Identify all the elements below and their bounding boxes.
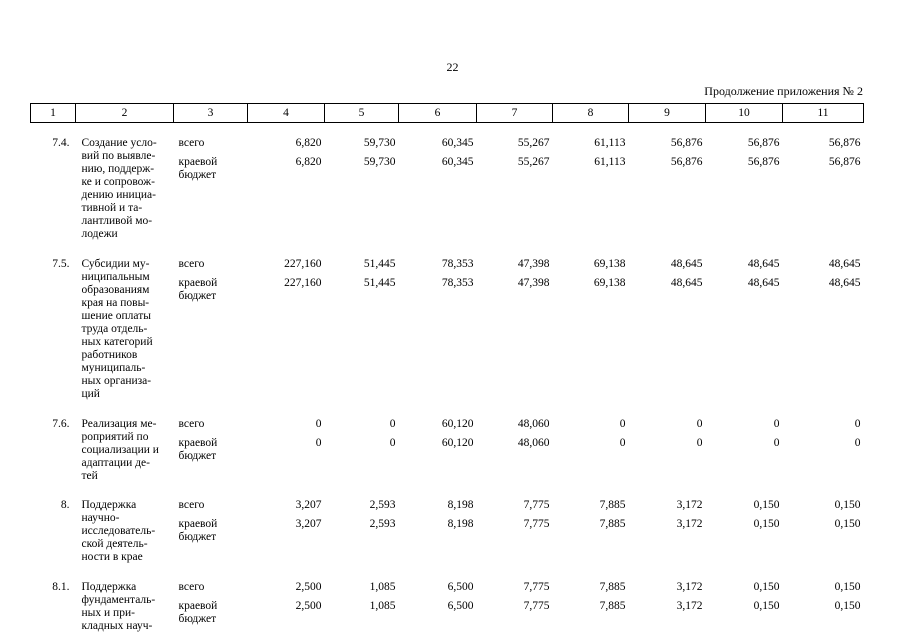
value-cell	[248, 249, 325, 409]
funding-type	[174, 123, 248, 250]
value-total: 0	[696, 418, 703, 430]
row-name-line: нию, поддерж-	[81, 163, 155, 175]
value-budget: 2,500	[295, 600, 322, 612]
value-cell	[629, 249, 706, 409]
value-budget: 56,876	[828, 156, 861, 168]
value-budget: 227,160	[284, 277, 322, 289]
value-total: 0,150	[753, 499, 780, 511]
value-total: 7,885	[599, 581, 626, 593]
value-budget: 69,138	[593, 277, 626, 289]
value-budget: 0,150	[753, 600, 780, 612]
column-header: 8	[553, 104, 629, 123]
value-total: 0	[773, 418, 780, 430]
value-cell	[783, 409, 864, 491]
value-total: 60,345	[441, 137, 474, 149]
value-total: 7,775	[523, 499, 550, 511]
table-row	[31, 491, 864, 572]
page-number: 22	[446, 60, 459, 74]
funding-total-label: всего	[178, 499, 205, 511]
value-budget: 56,876	[747, 156, 780, 168]
row-name	[76, 409, 174, 491]
value-cell	[553, 249, 629, 409]
value-total: 56,876	[670, 137, 703, 149]
row-name-line: образованиям	[81, 284, 150, 296]
value-budget: 8,198	[447, 518, 474, 530]
row-name-line: Реализация ме-	[81, 418, 157, 430]
value-cell	[399, 491, 477, 572]
value-budget: 7,775	[523, 600, 550, 612]
value-total: 3,172	[676, 499, 703, 511]
row-name-line: тивной и та-	[81, 202, 143, 214]
row-name-line: ности в крае	[81, 551, 143, 563]
value-cell	[248, 491, 325, 572]
value-budget: 3,207	[295, 518, 322, 530]
value-total: 60,120	[441, 418, 474, 430]
value-cell	[629, 572, 706, 633]
table-row	[31, 572, 864, 633]
funding-budget-label: бюджет	[178, 613, 217, 625]
row-name-line: ных категорий	[81, 336, 153, 348]
value-total: 0	[315, 418, 322, 430]
row-name-line: работников	[81, 349, 138, 361]
row-name-line: Поддержка	[81, 581, 137, 593]
column-header: 10	[706, 104, 783, 123]
value-cell	[783, 491, 864, 572]
value-cell	[629, 123, 706, 250]
row-code	[31, 491, 76, 572]
value-total: 1,085	[369, 581, 396, 593]
value-cell	[553, 409, 629, 491]
table-row	[31, 409, 864, 491]
funding-budget-label: бюджет	[178, 169, 217, 181]
value-total: 3,172	[676, 581, 703, 593]
row-name-line: исследователь-	[81, 525, 156, 537]
value-cell	[783, 572, 864, 633]
appendix-note: Продолжение приложения № 2	[704, 84, 863, 98]
row-code	[31, 572, 76, 633]
value-total: 48,645	[670, 258, 703, 270]
table-row	[31, 249, 864, 409]
row-name-line: лантливой мо-	[81, 215, 153, 227]
row-code	[31, 123, 76, 250]
value-total: 59,730	[363, 137, 396, 149]
value-total: 48,645	[828, 258, 861, 270]
value-budget: 48,645	[670, 277, 703, 289]
value-total: 69,138	[593, 258, 626, 270]
value-budget: 51,445	[363, 277, 396, 289]
column-header: 3	[174, 104, 248, 123]
row-name-line: края на повы-	[81, 297, 150, 309]
row-code	[31, 409, 76, 491]
value-budget: 7,885	[599, 518, 626, 530]
value-budget: 0	[315, 437, 322, 449]
value-cell	[553, 572, 629, 633]
value-budget: 6,500	[447, 600, 474, 612]
row-name-line: фундаменталь-	[81, 594, 156, 606]
value-budget: 47,398	[517, 277, 550, 289]
value-cell	[553, 123, 629, 250]
value-total: 0,150	[753, 581, 780, 593]
value-cell	[706, 123, 783, 250]
column-header: 7	[477, 104, 553, 123]
column-header: 9	[629, 104, 706, 123]
row-name-line: дению инициа-	[81, 189, 156, 201]
row-code-text: 7.6.	[52, 418, 70, 430]
funding-type	[174, 572, 248, 633]
value-cell	[706, 572, 783, 633]
value-budget: 48,645	[828, 277, 861, 289]
value-budget: 0	[619, 437, 626, 449]
value-budget: 0	[389, 437, 396, 449]
value-total: 0	[854, 418, 861, 430]
value-total: 48,645	[747, 258, 780, 270]
value-cell	[706, 409, 783, 491]
table-body	[31, 123, 864, 634]
value-cell	[325, 491, 399, 572]
row-name	[76, 249, 174, 409]
value-total: 6,500	[447, 581, 474, 593]
value-total: 61,113	[594, 137, 626, 149]
row-name-line: адаптации де-	[81, 457, 150, 469]
value-budget: 78,353	[441, 277, 474, 289]
value-cell	[706, 491, 783, 572]
value-cell	[399, 249, 477, 409]
value-budget: 0,150	[753, 518, 780, 530]
row-name-line: лодежи	[81, 228, 118, 240]
row-name	[76, 572, 174, 633]
value-cell	[629, 491, 706, 572]
row-name-line: тей	[81, 470, 98, 482]
value-budget: 7,775	[523, 518, 550, 530]
row-name-line: Поддержка	[81, 499, 137, 511]
budget-table	[30, 103, 864, 633]
value-budget: 61,113	[594, 156, 626, 168]
column-header: 4	[248, 104, 325, 123]
funding-budget-label: краевой	[178, 518, 218, 530]
value-cell	[399, 572, 477, 633]
row-name-line: труда отдель-	[81, 323, 148, 335]
value-budget: 48,060	[517, 437, 550, 449]
value-budget: 56,876	[670, 156, 703, 168]
value-total: 3,207	[295, 499, 322, 511]
value-total: 48,060	[517, 418, 550, 430]
value-budget: 6,820	[295, 156, 322, 168]
value-cell	[477, 249, 553, 409]
row-code-text: 8.	[60, 499, 70, 511]
value-cell	[629, 409, 706, 491]
value-total: 0	[619, 418, 626, 430]
column-header: 2	[76, 104, 174, 123]
value-total: 0	[389, 418, 396, 430]
value-cell	[248, 572, 325, 633]
value-total: 47,398	[517, 258, 550, 270]
value-cell	[325, 123, 399, 250]
column-header: 11	[783, 104, 864, 123]
funding-budget-label: краевой	[178, 600, 218, 612]
value-budget: 60,345	[441, 156, 474, 168]
value-cell	[399, 409, 477, 491]
value-cell	[477, 572, 553, 633]
value-total: 2,500	[295, 581, 322, 593]
funding-type	[174, 249, 248, 409]
value-budget: 48,645	[747, 277, 780, 289]
value-budget: 0	[854, 437, 861, 449]
row-code	[31, 249, 76, 409]
value-budget: 59,730	[363, 156, 396, 168]
value-total: 0,150	[834, 581, 861, 593]
value-total: 8,198	[447, 499, 474, 511]
funding-budget-label: бюджет	[178, 450, 217, 462]
value-total: 51,445	[363, 258, 396, 270]
value-budget: 0	[773, 437, 780, 449]
row-name-line: ций	[81, 388, 100, 400]
value-cell	[325, 409, 399, 491]
row-name	[76, 123, 174, 250]
value-total: 7,885	[599, 499, 626, 511]
funding-budget-label: бюджет	[178, 290, 217, 302]
funding-total-label: всего	[178, 137, 205, 149]
value-budget: 1,085	[369, 600, 396, 612]
value-cell	[783, 123, 864, 250]
funding-total-label: всего	[178, 258, 205, 270]
header-row	[31, 104, 864, 123]
row-name-line: социализации и	[81, 444, 159, 456]
value-budget: 0,150	[834, 518, 861, 530]
row-code-text: 8.1.	[52, 581, 70, 593]
row-code-text: 7.5.	[52, 258, 70, 270]
value-cell	[783, 249, 864, 409]
value-budget: 2,593	[369, 518, 396, 530]
row-name-line: Создание усло-	[81, 137, 157, 149]
value-cell	[399, 123, 477, 250]
value-budget: 3,172	[676, 600, 703, 612]
funding-total-label: всего	[178, 581, 205, 593]
row-name-line: ниципальным	[81, 271, 150, 283]
row-name-line: муниципаль-	[81, 362, 146, 374]
row-name-line: кладных науч-	[81, 620, 153, 632]
funding-type	[174, 491, 248, 572]
value-cell	[325, 572, 399, 633]
value-total: 56,876	[747, 137, 780, 149]
funding-budget-label: краевой	[178, 437, 218, 449]
table-row	[31, 123, 864, 250]
row-code-text: 7.4.	[52, 137, 70, 149]
row-name-line: научно-	[81, 512, 120, 524]
funding-budget-label: краевой	[178, 156, 218, 168]
value-total: 7,775	[523, 581, 550, 593]
funding-budget-label: бюджет	[178, 531, 217, 543]
row-name	[76, 491, 174, 572]
value-budget: 7,885	[599, 600, 626, 612]
value-cell	[248, 409, 325, 491]
value-total: 56,876	[828, 137, 861, 149]
value-total: 78,353	[441, 258, 474, 270]
row-name-line: шение оплаты	[81, 310, 151, 322]
value-total: 55,267	[517, 137, 550, 149]
funding-total-label: всего	[178, 418, 205, 430]
row-name-line: роприятий по	[81, 431, 149, 443]
value-total: 2,593	[369, 499, 396, 511]
value-total: 227,160	[284, 258, 322, 270]
row-name-line: ных и при-	[81, 607, 135, 619]
row-name-line: вий по выявле-	[81, 150, 156, 162]
value-total: 0,150	[834, 499, 861, 511]
value-cell	[477, 409, 553, 491]
value-total: 6,820	[295, 137, 322, 149]
value-budget: 60,120	[441, 437, 474, 449]
column-header: 6	[399, 104, 477, 123]
value-cell	[553, 491, 629, 572]
value-budget: 3,172	[676, 518, 703, 530]
row-name-line: Субсидии му-	[81, 258, 150, 270]
value-cell	[477, 491, 553, 572]
value-cell	[325, 249, 399, 409]
value-budget: 0	[696, 437, 703, 449]
value-budget: 0,150	[834, 600, 861, 612]
funding-budget-label: краевой	[178, 277, 218, 289]
value-cell	[248, 123, 325, 250]
row-name-line: ке и сопровож-	[81, 176, 155, 188]
funding-type	[174, 409, 248, 491]
value-cell	[477, 123, 553, 250]
column-header: 1	[31, 104, 76, 123]
row-name-line: ской деятель-	[81, 538, 148, 550]
column-header: 5	[325, 104, 399, 123]
value-cell	[706, 249, 783, 409]
value-budget: 55,267	[517, 156, 550, 168]
row-name-line: ных организа-	[81, 375, 152, 387]
